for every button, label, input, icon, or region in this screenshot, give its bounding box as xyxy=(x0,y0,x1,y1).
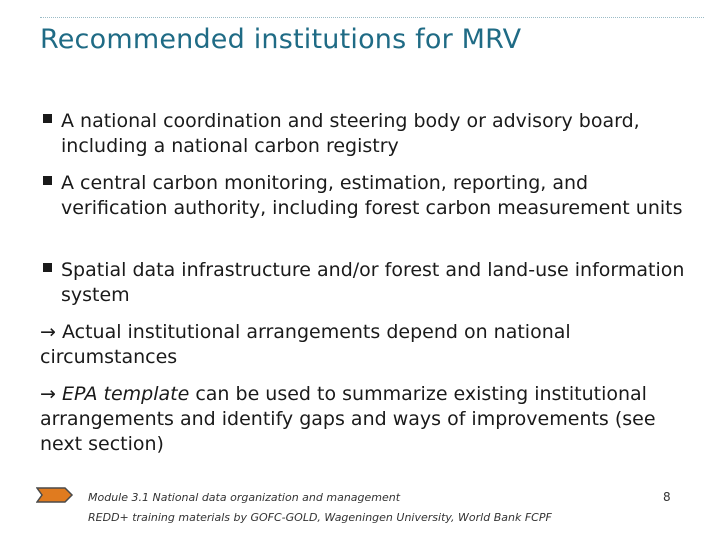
arrow-point-text: can be used to summarize existing institutional arrangements and identify gaps and ways of improvements (see next section) xyxy=(40,383,656,455)
bullet-item-3 xyxy=(40,258,690,308)
arrow-point-2 xyxy=(40,382,700,457)
footer-credits xyxy=(88,488,552,528)
footer-credits-line: REDD+ training materials by GOFC-GOLD, Wageningen University, World Bank FCPF xyxy=(88,511,552,524)
arrow-point-1 xyxy=(40,320,700,370)
slide-title: Recommended institutions for MRV xyxy=(40,24,522,55)
square-bullet-icon xyxy=(43,114,52,123)
square-bullet-icon xyxy=(43,176,52,185)
right-arrow-icon: → xyxy=(40,321,56,343)
epa-template-emphasis: EPA template xyxy=(61,383,190,405)
chevron-arrow-icon xyxy=(36,485,74,505)
right-arrow-icon: → xyxy=(40,383,56,405)
bullet-item-1 xyxy=(40,109,690,159)
bullet-text: A central carbon monitoring, estimation, reporting, and verification authority, including forest carbon measurement units xyxy=(61,172,683,219)
square-bullet-icon xyxy=(43,263,52,272)
top-divider xyxy=(40,17,704,18)
bullet-text: A national coordination and steering body or advisory board, including a national carbon registry xyxy=(61,110,640,157)
arrow-point-text: Actual institutional arrangements depend on national circumstances xyxy=(40,321,571,368)
footer-module-line: Module 3.1 National data organization and management xyxy=(88,491,401,504)
page-number: 8 xyxy=(663,490,671,504)
bullet-text: Spatial data infrastructure and/or forest and land-use information system xyxy=(61,259,685,306)
bullet-item-2 xyxy=(40,171,690,221)
